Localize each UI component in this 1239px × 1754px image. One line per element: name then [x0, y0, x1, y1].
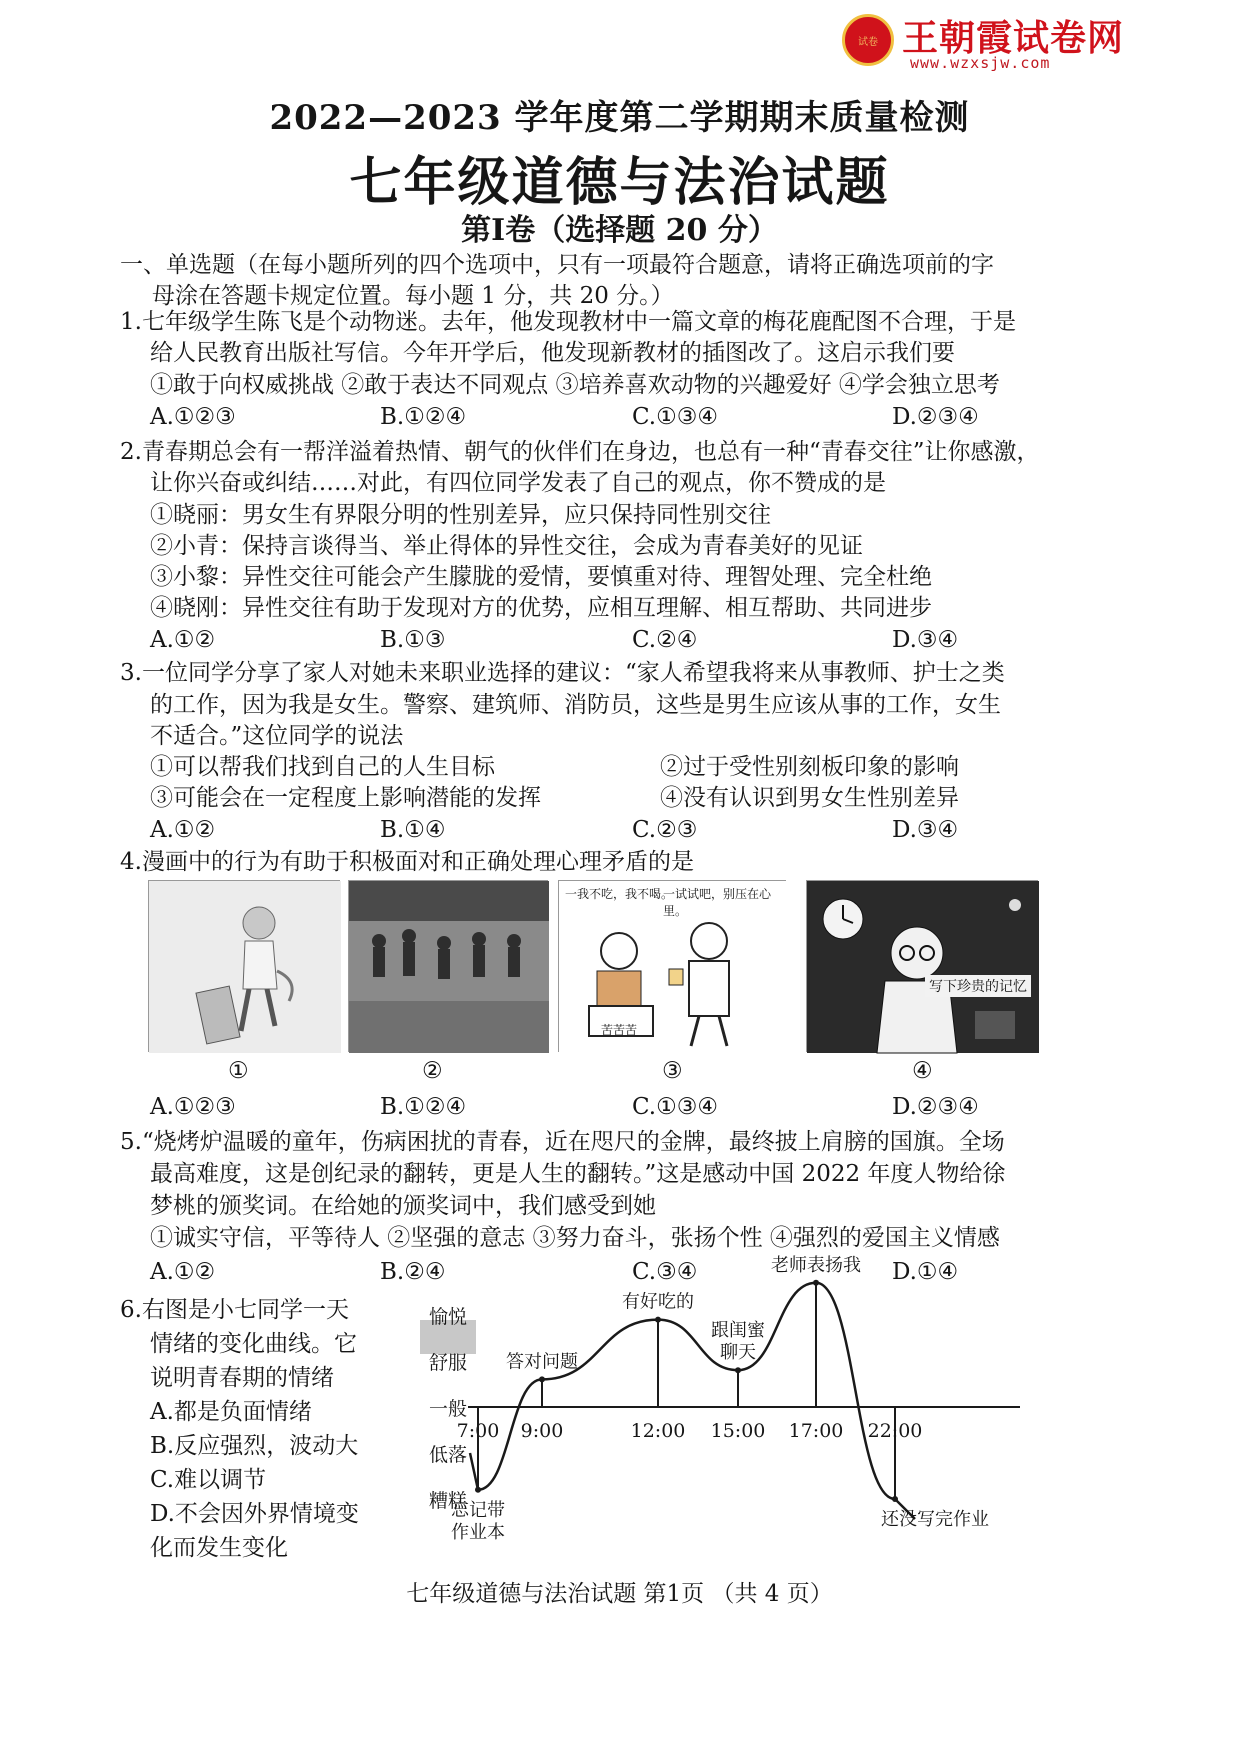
data-point [813, 1280, 819, 1286]
q5-stem-1: 5.“烧烤炉温暖的童年，伤病困扰的青春，近在咫尺的金牌，最终披上肩膀的国旗。全场 [120, 1129, 1005, 1155]
q1-option-a: A.①②③ [150, 404, 236, 430]
q3-option-c: C.②③ [632, 817, 698, 843]
q1-option-d: D.②③④ [892, 404, 979, 430]
data-point [735, 1367, 741, 1373]
x-tick-label: 17:00 [788, 1420, 844, 1442]
y-level-label: 舒服 [428, 1352, 468, 1374]
q3-item-4: ④没有认识到男女生性别差异 [660, 785, 959, 811]
q4-stem: 4.漫画中的行为有助于积极面对和正确处理心理矛盾的是 [120, 849, 694, 875]
q4-option-d: D.②③④ [892, 1094, 979, 1120]
comic-2-label: ② [422, 1058, 443, 1084]
q5-option-c: C.③④ [632, 1259, 698, 1285]
q2-option-c: C.②④ [632, 627, 698, 653]
q1-stem-2: 给人民教育出版社写信。今年开学后，他发现新教材的插图改了。这启示我们要 [150, 340, 955, 366]
y-level-label: 一般 [428, 1398, 468, 1420]
q2-item-4: ④晓刚：异性交往有助于发现对方的优势，应相互理解、相互帮助、共同进步 [150, 595, 932, 621]
q2-option-d: D.③④ [892, 627, 959, 653]
mood-curve-line [470, 1283, 915, 1519]
data-point-label: 答对问题 [506, 1351, 578, 1373]
q1-option-c: C.①③④ [632, 404, 718, 430]
q1-items: ①敢于向权威挑战 ②敢于表达不同观点 ③培养喜欢动物的兴趣爱好 ④学会独立思考 [150, 372, 1000, 398]
y-level-label: 糟糕 [428, 1490, 468, 1512]
q5-option-a: A.①② [150, 1259, 216, 1285]
site-logo [842, 10, 1142, 80]
x-tick-label: 22:00 [867, 1420, 923, 1442]
data-point-label: 聊天 [720, 1342, 756, 1364]
q2-stem-1: 2.青春期总会有一帮洋溢着热情、朝气的伙伴们在身边，也总有一种“青春交往”让你感激， [120, 439, 1040, 465]
section-instruction-2: 母涂在答题卡规定位置。每小题 1 分，共 20 分。） [152, 283, 674, 309]
section-instruction-1: 一、单选题（在每小题所列的四个选项中，只有一项最符合题意，请将正确选项前的字 [120, 252, 994, 278]
y-level-label: 低落 [428, 1444, 468, 1466]
q2-item-3: ③小黎：异性交往可能会产生朦胧的爱情，要慎重对待、理智处理、完全杜绝 [150, 564, 932, 590]
logo-name: 王朝霞试卷网 [902, 18, 1125, 59]
q2-option-b: B.①③ [380, 627, 446, 653]
exam-title-term: 2022—2023 学年度第二学期期末质量检测 [269, 98, 970, 138]
q4-option-a: A.①②③ [150, 1094, 236, 1120]
comic-4-caption: 写下珍贵的记忆 [925, 975, 1031, 997]
data-point [475, 1487, 481, 1493]
logo-seal-icon: 试卷 [842, 14, 894, 66]
page-footer: 七年级道德与法治试题 第1页 （共 4 页） [406, 1581, 833, 1607]
x-tick-label: 12:00 [630, 1420, 686, 1442]
q3-option-d: D.③④ [892, 817, 959, 843]
q5-stem-3: 梦桃的颁奖词。在给她的颁奖词中，我们感受到她 [150, 1193, 656, 1219]
comic-1-image [148, 880, 340, 1052]
y-level-label: 愉悦 [428, 1306, 468, 1328]
comic-1-label: ① [228, 1058, 249, 1084]
comic-4-label: ④ [912, 1058, 933, 1084]
x-tick-label: 15:00 [710, 1420, 766, 1442]
comic-3-image [558, 880, 786, 1052]
comic-3-label: ③ [662, 1058, 683, 1084]
data-point [892, 1496, 898, 1502]
q3-stem-1: 3.一位同学分享了家人对她未来职业选择的建议：“家人希望我将来从事教师、护士之类 [120, 660, 1005, 686]
data-point-label: 作业本 [451, 1521, 505, 1543]
comic-2-image [348, 880, 548, 1052]
q6-stem-3: 说明青春期的情绪 [150, 1365, 334, 1391]
comic-3-speech-right: 一试试吧，别压在心里。 [663, 887, 772, 918]
exam-part-title: 第Ⅰ卷（选择题 20 分） [461, 213, 778, 248]
q6-stem-2: 情绪的变化曲线。它 [150, 1331, 357, 1357]
q5-option-d: D.①④ [892, 1259, 959, 1285]
q2-option-a: A.①② [150, 627, 216, 653]
q6-option-a: A.都是负面情绪 [150, 1399, 312, 1425]
q2-stem-2: 让你兴奋或纠结……对此，有四位同学发表了自己的观点，你不赞成的是 [150, 470, 886, 496]
data-point [539, 1376, 545, 1382]
x-tick-label: 9:00 [520, 1420, 564, 1442]
q3-item-1: ①可以帮我们找到自己的人生目标 [150, 754, 495, 780]
q3-stem-3: 不适合。”这位同学的说法 [150, 723, 404, 749]
q6-stem-1: 6.右图是小七同学一天 [120, 1297, 349, 1323]
data-point-label: 有好吃的 [622, 1291, 694, 1313]
q3-item-2: ②过于受性别刻板印象的影响 [660, 754, 959, 780]
q5-items: ①诚实守信，平等待人 ②坚强的意志 ③努力奋斗，张扬个性 ④强烈的爱国主义情感 [150, 1225, 1000, 1251]
x-tick-label: 7:00 [456, 1420, 500, 1442]
q1-option-b: B.①②④ [380, 404, 467, 430]
q2-item-1: ①晓丽：男女生有界限分明的性别差异，应只保持同性别交往 [150, 502, 771, 528]
comic-3-box-text: 苦苦苦 [601, 1023, 638, 1037]
q2-item-2: ②小青：保持言谈得当、举止得体的异性交往，会成为青春美好的见证 [150, 533, 863, 559]
data-point-label: 忘记带 [451, 1499, 505, 1521]
q3-option-b: B.①④ [380, 817, 446, 843]
q6-option-b: B.反应强烈，波动大 [150, 1433, 359, 1459]
comic-4-image [806, 880, 1038, 1052]
data-point-label: 跟闺蜜 [711, 1320, 765, 1342]
q3-item-3: ③可能会在一定程度上影响潜能的发挥 [150, 785, 541, 811]
q6-option-c: C.难以调节 [150, 1467, 267, 1493]
data-point [655, 1317, 661, 1323]
q3-stem-2: 的工作，因为我是女生。警察、建筑师、消防员，这些是男生应该从事的工作，女生 [150, 692, 1001, 718]
exam-title-subject: 七年级道德与法治试题 [349, 152, 890, 213]
q3-option-a: A.①② [150, 817, 216, 843]
q1-stem-1: 1.七年级学生陈飞是个动物迷。去年，他发现教材中一篇文章的梅花鹿配图不合理，于是 [120, 309, 1016, 335]
data-point-label: 老师表扬我 [771, 1254, 861, 1276]
q4-option-b: B.①②④ [380, 1094, 467, 1120]
q6-option-d-1: D.不会因外界情境变 [150, 1501, 359, 1527]
data-point-label: 还没写完作业 [881, 1509, 989, 1530]
logo-url: www.wzxsjw.com [910, 54, 1051, 72]
comic-3-speech-left: 一我不吃，我不喝。 [565, 887, 674, 901]
q6-option-d-2: 化而发生变化 [150, 1535, 288, 1561]
q4-option-c: C.①③④ [632, 1094, 718, 1120]
q5-option-b: B.②④ [380, 1259, 446, 1285]
q5-stem-2: 最高难度，这是创纪录的翻转，更是人生的翻转。”这是感动中国 2022 年度人物给徐 [150, 1161, 1006, 1187]
